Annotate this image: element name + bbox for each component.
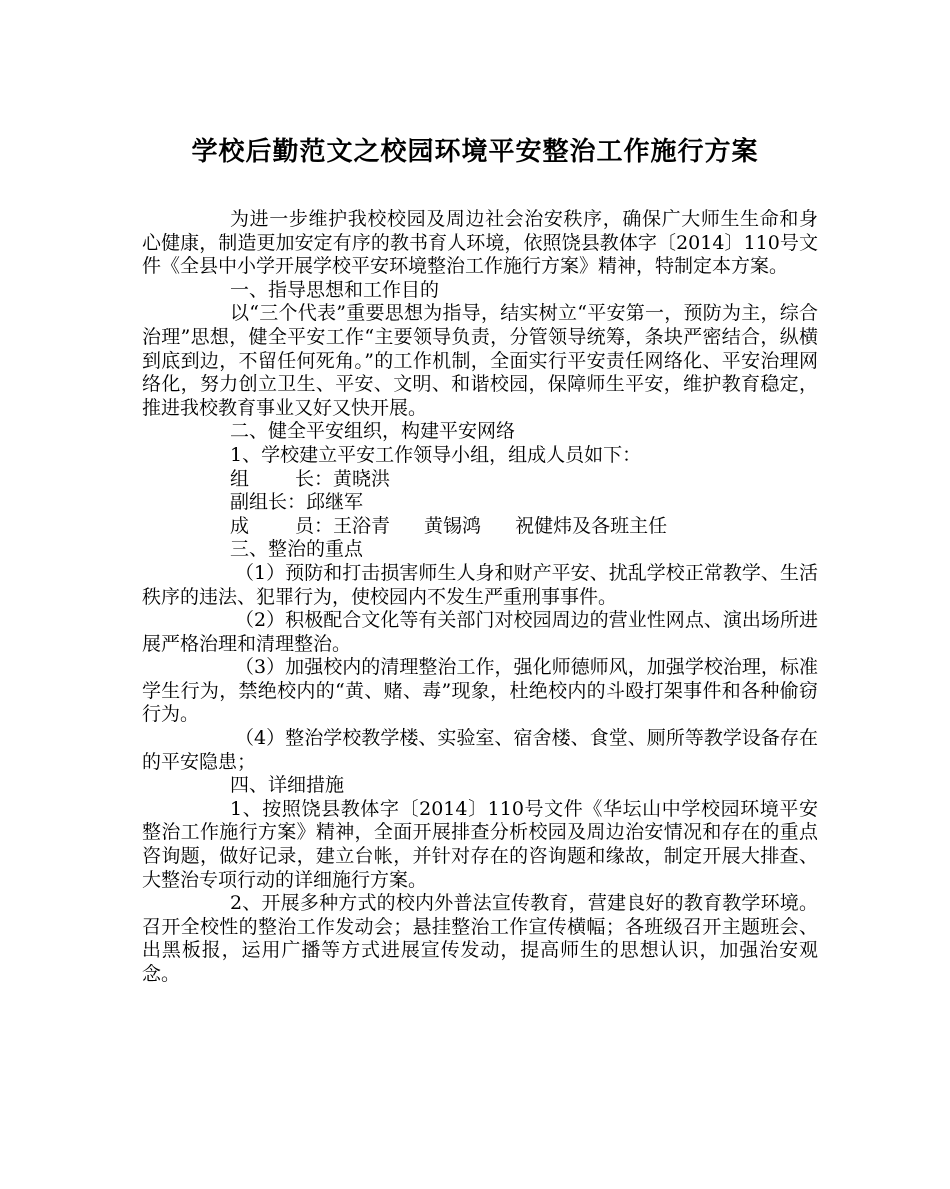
leader-line [142,468,818,492]
member-1: 王浴青 [333,514,391,537]
section-4-item-1: 1、按照饶县教体字〔2014〕110号文件《华坛山中学校园环境平安整治工作施行方案》精神，全面开展排查分析校园及周边治安情况和存在的重点咨询题，做好记录，建立台帐，并针对存在的咨询题和缘故，制定开展大排查、大整治专项行动的详细施行方案。 [142,797,818,891]
intro-paragraph: 为进一步维护我校校园及周边社会治安秩序，确保广大师生生命和身心健康，制造更加安定有序的教书育人环境，依照饶县教体字〔2014〕110号文件《全县中小学开展学校平安环境整治工作施行方案》精神，特制定本方案。 [142,208,818,278]
section-2-text: 1、学校建立平安工作领导小组，组成人员如下： [230,443,642,466]
section-4-heading: 四、详细措施 [230,774,345,797]
leader-name: 黄晓洪 [333,467,391,490]
member-2: 黄锡鸿 [424,514,482,537]
section-3-item-3: （3）加强校内的清理整治工作，强化师德师风，加强学校治理，标准学生行为，禁绝校内的“黄、赌、毒”现象，杜绝校内的斗殴打架事件和各种偷窃行为。 [142,656,818,726]
document-body [142,208,818,987]
section-2-heading: 二、健全平安组织，构建平安网络 [230,420,516,443]
deputy-line [142,491,818,515]
section-3-item-1: （1）预防和打击损害师生人身和财产平安、扰乱学校正常教学、生活秩序的违法、犯罪行为，使校园内不发生严重刑事事件。 [142,561,818,608]
leader-label-part-2: 长： [295,467,334,490]
section-4-item-2: 2、开展多种方式的校内外普法宣传教育，营建良好的教育教学环境。召开全校性的整治工作发动会；悬挂整治工作宣传横幅；各班级召开主题班会、出黑板报，运用广播等方式进展宣传发动，提高师生的思想认识，加强治安观念。 [142,892,818,985]
deputy-name: 邱继军 [306,491,364,514]
member-3: 祝健炜及各班主任 [515,514,668,537]
section-3-item-2: （2）积极配合文化等有关部门对校园周边的营业性网点、演出场所进展严格治理和清理整治。 [142,609,818,655]
deputy-label: 副组长： [230,491,307,514]
document-title: 学校后勤范文之校园环境平安整治工作施行方案 [191,137,759,167]
leader-label-part-1: 组 [230,467,250,490]
section-1-text: 以“三个代表”重要思想为指导，结实树立“平安第一，预防为主，综合治理”思想，健全平安工作“主要领导负责，分管领导统筹，条块严密结合，纵横到底到边，不留任何死角。”的工作机制，全面实行平安责任网络化、平安治理网络化，努力创立卫生、平安、文明、和谐校园，保障师生平安，维护教育稳定，推进我校教育事业又好又快开展。 [142,302,818,419]
section-1-heading: 一、指导思想和工作目的 [230,278,440,301]
member-label-part-2: 员： [295,514,334,537]
section-3-heading: 三、整治的重点 [230,538,364,561]
section-3-item-4: （4）整治学校教学楼、实验室、宿舍楼、食堂、厕所等教学设备存在的平安隐患； [142,727,818,773]
member-label-part-1: 成 [230,514,250,537]
members-line [142,515,818,539]
